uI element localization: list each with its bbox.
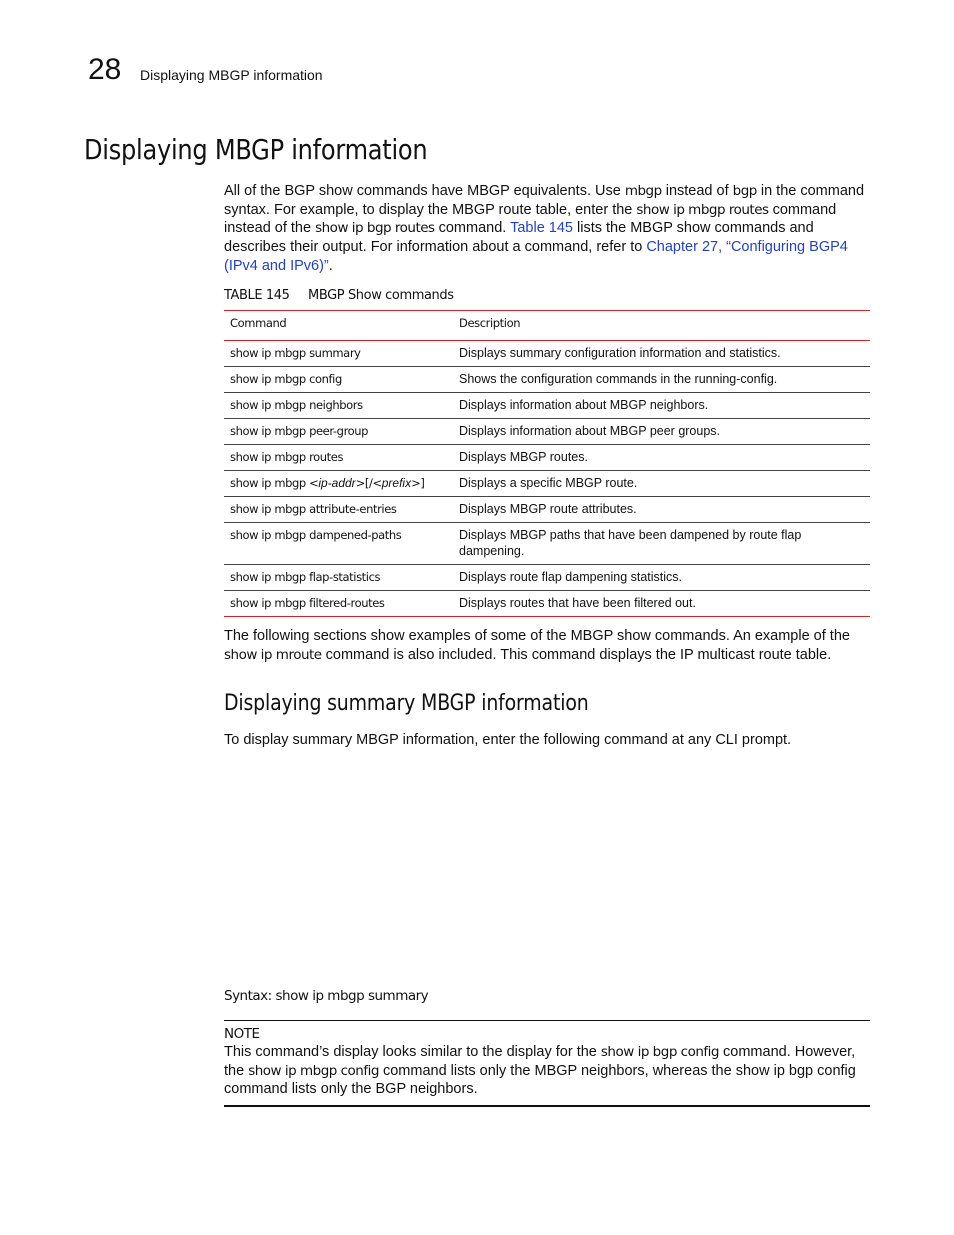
- chapter-reference-link[interactable]: Chapter 27, “Configuring BGP4 (IPv4 and IPv6)”: [224, 239, 848, 274]
- intro-bold-bgp: bgp: [732, 183, 757, 199]
- table-row: [224, 471, 870, 497]
- description-cell: Shows the configuration commands in the running-config.: [459, 372, 778, 386]
- body-text: command is also included. This command displays the IP multicast route table.: [321, 646, 832, 663]
- description-cell: Displays information about MBGP peer groups.: [459, 424, 721, 438]
- intro-paragraph: [224, 182, 870, 276]
- note-body: [224, 1043, 870, 1099]
- syntax-line: Syntax: show ip mbgp summary: [224, 988, 429, 1004]
- command-text: >[/<: [355, 476, 382, 490]
- intro-text: All of the BGP show commands have MBGP equivalents. Use: [224, 183, 625, 199]
- table-caption: [224, 287, 454, 305]
- table-row: [224, 393, 870, 419]
- table-row: [224, 367, 870, 393]
- note-text: command. However, the: [224, 1044, 856, 1079]
- subsection-title: Displaying summary MBGP information: [224, 691, 589, 716]
- body-text: The following sections show examples of some of the MBGP show commands. An example of the: [224, 628, 850, 644]
- description-cell: Displays routes that have been filtered out.: [459, 596, 696, 610]
- mbgp-commands-table: [224, 310, 870, 617]
- command-cell: show ip mbgp summary: [230, 346, 361, 360]
- command-cell: show ip mbgp routes: [230, 450, 344, 464]
- note-text: This command’s display looks similar to the display for the: [224, 1044, 601, 1060]
- command-cell: show ip mbgp attribute-entries: [230, 502, 397, 516]
- table-caption-title: MBGP Show commands: [308, 288, 454, 303]
- intro-bold-command: show ip bgp routes: [315, 220, 435, 237]
- intro-text: command instead of the: [224, 201, 837, 237]
- column-header-description: Description: [459, 316, 521, 330]
- intro-bold-command: show ip mbgp routes: [636, 201, 769, 218]
- table-row: [224, 445, 870, 471]
- table-row: [224, 523, 870, 565]
- column-header-command: Command: [230, 316, 287, 330]
- note-box: [224, 1020, 870, 1107]
- description-cell: Displays summary configuration information and statistics.: [459, 346, 781, 360]
- intro-bold-mbgp: mbgp: [624, 183, 662, 199]
- command-text: >]: [411, 476, 425, 490]
- description-cell: Displays a specific MBGP route.: [459, 476, 638, 490]
- table-caption-number: TABLE 145: [224, 288, 290, 303]
- command-cell: show ip mbgp flap-statistics: [230, 570, 381, 584]
- table-header-row: [224, 311, 870, 341]
- bold-command: show ip mroute: [224, 646, 322, 663]
- note-bold-command: show ip mbgp config: [248, 1062, 379, 1079]
- command-cell: show ip mbgp peer-group: [230, 424, 369, 438]
- chapter-number: 28: [88, 53, 122, 86]
- description-cell: Displays MBGP paths that have been dampened by route flap dampening.: [459, 528, 802, 558]
- note-text: command lists only the MBGP neighbors, whereas the show ip bgp config command lists only the BGP neighbors.: [224, 1062, 856, 1098]
- command-cell: show ip mbgp config: [230, 372, 342, 386]
- intro-text: instead of: [661, 183, 733, 199]
- running-header-title: Displaying MBGP information: [140, 67, 323, 83]
- description-cell: Displays information about MBGP neighbors.: [459, 398, 709, 412]
- note-label: NOTE: [224, 1026, 260, 1042]
- intro-text: command.: [434, 220, 511, 237]
- command-cell: show ip mbgp neighbors: [230, 398, 363, 412]
- intro-text: .: [328, 257, 333, 274]
- command-cell: show ip mbgp filtered-routes: [230, 596, 385, 610]
- description-cell: Displays MBGP route attributes.: [459, 502, 637, 516]
- note-bold-command: show ip bgp config: [600, 1044, 719, 1060]
- command-argument: ip-addr: [318, 476, 356, 490]
- description-cell: Displays route flap dampening statistics.: [459, 570, 683, 584]
- intro-text: in the command syntax. For example, to display the MBGP route table, enter the: [224, 183, 865, 218]
- table-reference-link[interactable]: Table 145: [510, 220, 573, 237]
- table-row: [224, 497, 870, 523]
- intro-text: lists the MBGP show commands and describes their output. For information about a command, refer to: [224, 220, 814, 256]
- after-table-paragraph: [224, 627, 870, 664]
- table-row: [224, 419, 870, 445]
- table-row: [224, 591, 870, 617]
- command-cell: [224, 471, 453, 497]
- summary-intro-paragraph: To display summary MBGP information, enter the following command at any CLI prompt.: [224, 732, 792, 748]
- table-row: [224, 565, 870, 591]
- command-text: show ip mbgp <: [230, 476, 319, 490]
- description-cell: Displays MBGP routes.: [459, 450, 588, 464]
- command-argument: prefix: [381, 476, 412, 490]
- table-row: [224, 341, 870, 367]
- section-title: Displaying MBGP information: [84, 133, 428, 166]
- command-cell: show ip mbgp dampened-paths: [230, 528, 402, 542]
